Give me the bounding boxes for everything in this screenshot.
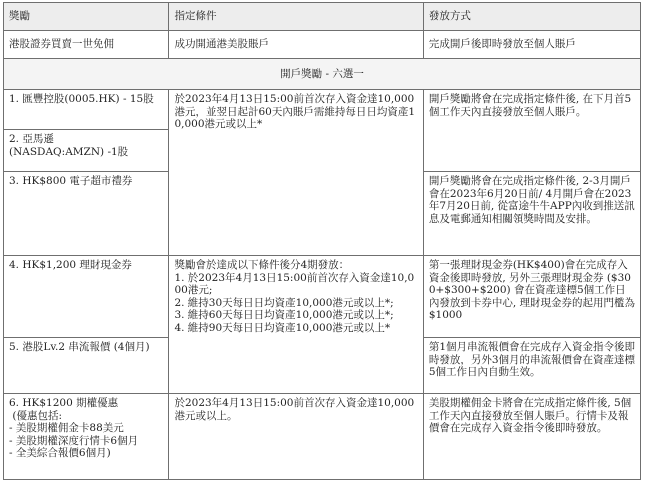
section-row — [4, 59, 641, 90]
method-cell: 開戶獎勵將會在完成指定條件後, 在下月首5個工作天內直接發放至個人賬戶。 — [423, 90, 640, 172]
condition-cell: 於2023年4月13日15:00前首次存入資金達10,000港元或以上。 — [169, 394, 423, 480]
method-cell: 第一張理財現金券(HK$400)會在完成存入資金後即時發放, 另外三張理財現金券 ($300+$300+$200) 會在資產達標5個工作日內發放到卡券中心, 理財現金券的起用門檻為$1000 — [423, 256, 640, 338]
reward-table — [3, 2, 641, 480]
header-method: 發放方式 — [423, 3, 640, 31]
reward-cell: 港股證券買賣一世免佣 — [4, 31, 169, 59]
condition-line: 2. 維持30天每日日均資產10,000港元或以上*; — [174, 296, 394, 309]
reward-cell: 5. 港股Lv.2 串流報價 (4個月) — [4, 338, 169, 394]
table-row — [4, 90, 641, 130]
reward-cell: 2. 亞馬遜 (NASDAQ:AMZN) -1股 — [4, 130, 169, 172]
table-header-row — [4, 3, 641, 31]
table-row — [4, 256, 641, 338]
reward-cell: 1. 匯豐控股(0005.HK) - 15股 — [4, 90, 169, 130]
table-row — [4, 394, 641, 480]
reward-cell: 4. HK$1,200 理財現金券 — [4, 256, 169, 338]
reward-cell: 6. HK$1200 期權優惠 (優惠包括: - 美股期權佣金卡88美元 - 美股期權深度行情卡6個月 - 全美綜合報價6個月) — [4, 394, 169, 480]
condition-cell — [169, 256, 423, 394]
condition-line: 1. 於2023年4月13日15:00前首次存入資金達10,000港元; — [174, 271, 415, 296]
condition-cell: 成功開通港美股賬戶 — [169, 31, 423, 59]
method-cell: 美股期權佣金卡將會在完成指定條件後, 5個工作天內直接發放至個人賬戶。行情卡及報價會在完成存入資金指令後即時發放。 — [423, 394, 640, 480]
condition-line: 4. 維持90天每日日均資產10,000港元或以上* — [174, 321, 391, 334]
condition-cell: 於2023年4月13日15:00前首次存入資金達10,000港元，並翌日起計60天內賬戶需維持每日日均資產10,000港元或以上* — [169, 90, 423, 256]
header-condition: 指定條件 — [169, 3, 423, 31]
method-cell: 完成開戶後即時發放至個人賬戶 — [423, 31, 640, 59]
method-cell: 第1個月串流報價會在完成存入資金指令後即時發放，另外3個月的串流報價會在資產達標5個工作日內自動生效。 — [423, 338, 640, 394]
section-title: 開戶獎勵 - 六選一 — [4, 59, 641, 90]
table-row — [4, 31, 641, 59]
condition-line: 獎勵會於達成以下條件後分4期發放： — [174, 259, 350, 271]
method-cell: 開戶獎勵將會在完成指定條件後, 2-3月開戶會在2023年6月20日前/ 4月開戶會在2023年7月20日前, 從富途牛牛APP內收到推送訊息及電郵通知相關領獎時間及安排。 — [423, 172, 640, 256]
condition-line: 3. 維持60天每日日均資產10,000港元或以上*; — [174, 309, 394, 321]
reward-cell: 3. HK$800 電子超市禮券 — [4, 172, 169, 256]
header-reward: 獎勵 — [4, 3, 169, 31]
